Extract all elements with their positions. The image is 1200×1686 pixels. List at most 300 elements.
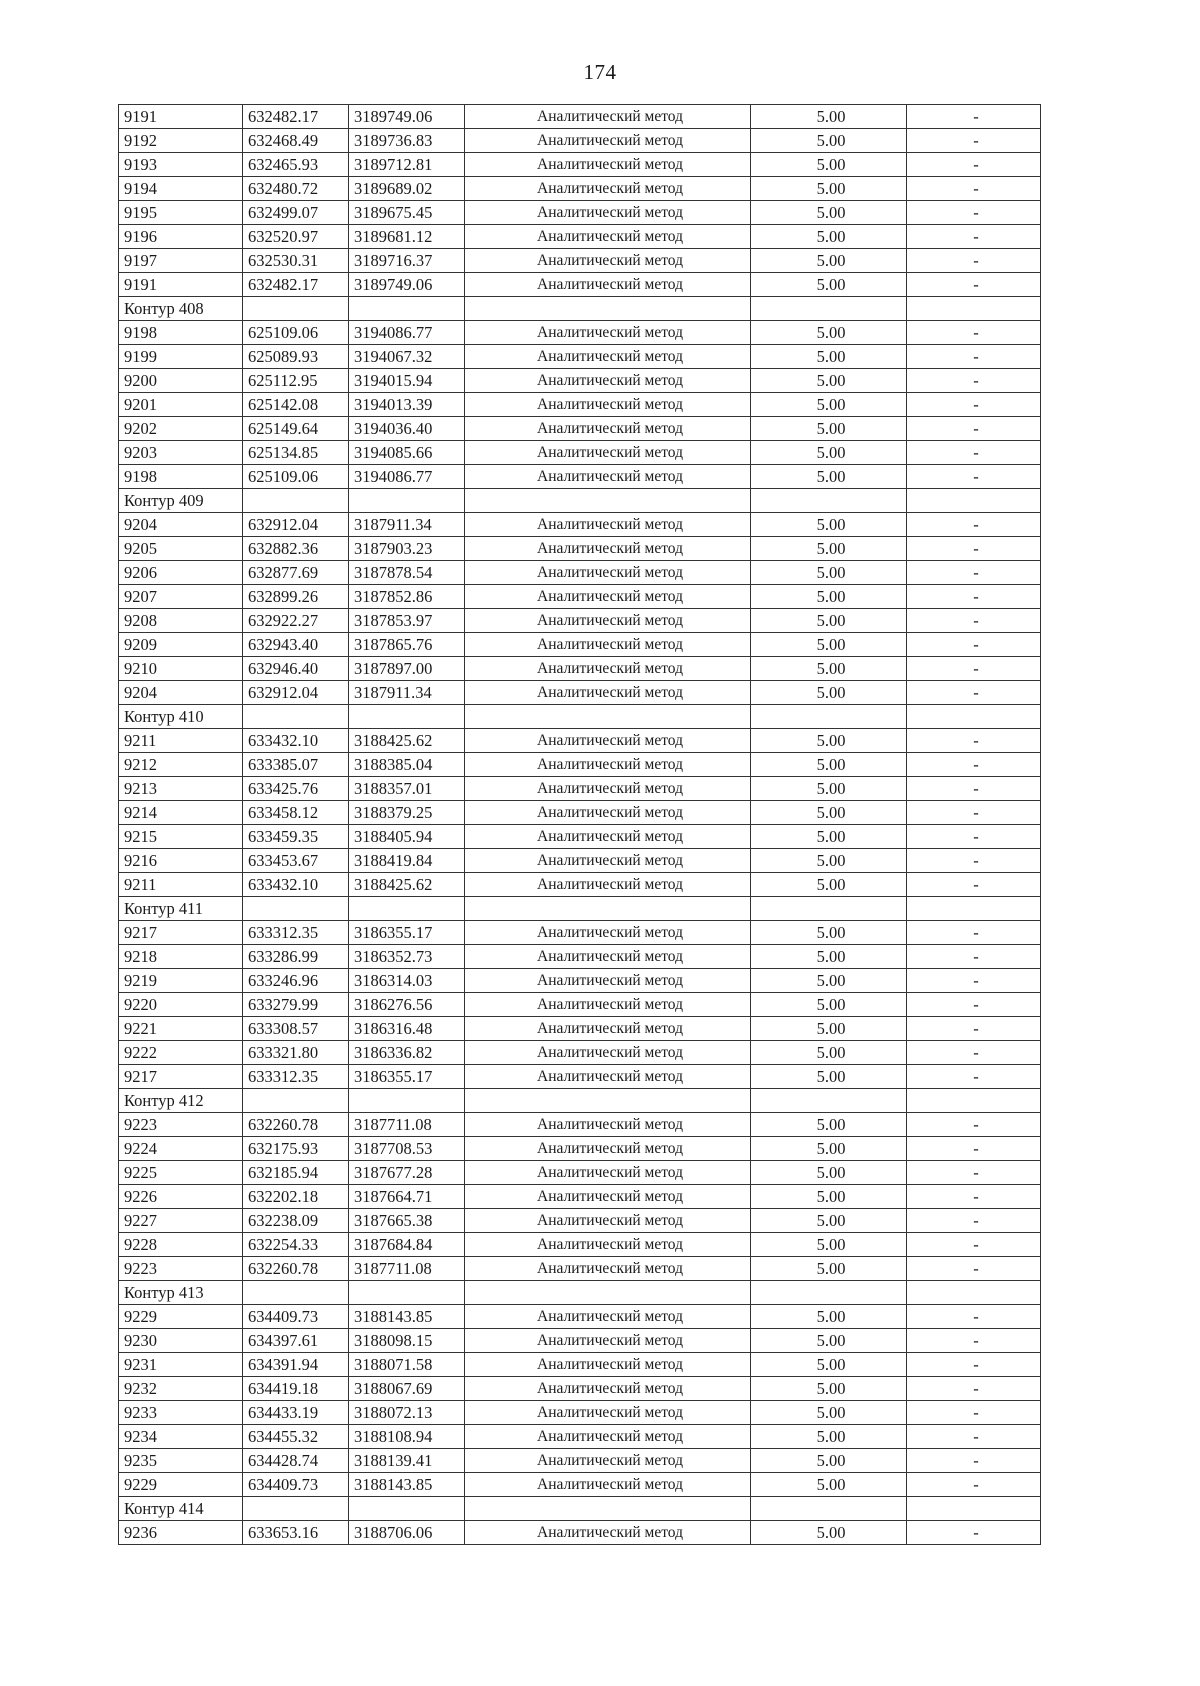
y-coordinate-cell: 3187903.23 — [349, 537, 465, 561]
y-coordinate-cell: 3188143.85 — [349, 1305, 465, 1329]
accuracy-cell: 5.00 — [751, 1521, 907, 1545]
accuracy-cell: 5.00 — [751, 273, 907, 297]
point-number-cell: 9211 — [119, 729, 243, 753]
note-cell: - — [907, 1449, 1041, 1473]
table-row — [119, 417, 1041, 441]
table-row — [119, 945, 1041, 969]
x-coordinate-cell: 632482.17 — [243, 105, 349, 129]
accuracy-cell: 5.00 — [751, 753, 907, 777]
contour-empty-cell — [751, 1281, 907, 1305]
x-coordinate-cell: 632946.40 — [243, 657, 349, 681]
y-coordinate-cell: 3187865.76 — [349, 633, 465, 657]
x-coordinate-cell: 634391.94 — [243, 1353, 349, 1377]
contour-label-cell: Контур 412 — [119, 1089, 243, 1113]
table-row — [119, 513, 1041, 537]
accuracy-cell: 5.00 — [751, 249, 907, 273]
y-coordinate-cell: 3194086.77 — [349, 465, 465, 489]
accuracy-cell: 5.00 — [751, 1305, 907, 1329]
y-coordinate-cell: 3187853.97 — [349, 609, 465, 633]
table-row — [119, 873, 1041, 897]
point-number-cell: 9201 — [119, 393, 243, 417]
point-number-cell: 9206 — [119, 561, 243, 585]
table-row — [119, 441, 1041, 465]
y-coordinate-cell: 3189736.83 — [349, 129, 465, 153]
y-coordinate-cell: 3189716.37 — [349, 249, 465, 273]
x-coordinate-cell: 632480.72 — [243, 177, 349, 201]
table-row — [119, 177, 1041, 201]
method-cell: Аналитический метод — [465, 513, 751, 537]
note-cell: - — [907, 321, 1041, 345]
accuracy-cell: 5.00 — [751, 609, 907, 633]
contour-empty-cell — [243, 1089, 349, 1113]
note-cell: - — [907, 1113, 1041, 1137]
table-row — [119, 633, 1041, 657]
note-cell: - — [907, 201, 1041, 225]
y-coordinate-cell: 3188379.25 — [349, 801, 465, 825]
point-number-cell: 9233 — [119, 1401, 243, 1425]
note-cell: - — [907, 945, 1041, 969]
method-cell: Аналитический метод — [465, 249, 751, 273]
point-number-cell: 9219 — [119, 969, 243, 993]
y-coordinate-cell: 3186336.82 — [349, 1041, 465, 1065]
point-number-cell: 9230 — [119, 1329, 243, 1353]
y-coordinate-cell: 3188139.41 — [349, 1449, 465, 1473]
accuracy-cell: 5.00 — [751, 1401, 907, 1425]
y-coordinate-cell: 3187665.38 — [349, 1209, 465, 1233]
y-coordinate-cell: 3189749.06 — [349, 105, 465, 129]
accuracy-cell: 5.00 — [751, 1329, 907, 1353]
accuracy-cell: 5.00 — [751, 825, 907, 849]
method-cell: Аналитический метод — [465, 321, 751, 345]
contour-empty-cell — [907, 297, 1041, 321]
accuracy-cell: 5.00 — [751, 1065, 907, 1089]
y-coordinate-cell: 3187664.71 — [349, 1185, 465, 1209]
table-row — [119, 657, 1041, 681]
accuracy-cell: 5.00 — [751, 585, 907, 609]
table-row — [119, 1017, 1041, 1041]
point-number-cell: 9223 — [119, 1113, 243, 1137]
table-row — [119, 1233, 1041, 1257]
method-cell: Аналитический метод — [465, 1209, 751, 1233]
method-cell: Аналитический метод — [465, 1521, 751, 1545]
accuracy-cell: 5.00 — [751, 393, 907, 417]
method-cell: Аналитический метод — [465, 465, 751, 489]
table-row — [119, 1305, 1041, 1329]
x-coordinate-cell: 634409.73 — [243, 1473, 349, 1497]
table-row — [119, 1113, 1041, 1137]
contour-empty-cell — [349, 705, 465, 729]
point-number-cell: 9196 — [119, 225, 243, 249]
point-number-cell: 9217 — [119, 921, 243, 945]
x-coordinate-cell: 625109.06 — [243, 465, 349, 489]
accuracy-cell: 5.00 — [751, 1377, 907, 1401]
accuracy-cell: 5.00 — [751, 153, 907, 177]
x-coordinate-cell: 632175.93 — [243, 1137, 349, 1161]
point-number-cell: 9215 — [119, 825, 243, 849]
x-coordinate-cell: 634428.74 — [243, 1449, 349, 1473]
note-cell: - — [907, 585, 1041, 609]
table-row — [119, 1329, 1041, 1353]
note-cell: - — [907, 921, 1041, 945]
accuracy-cell: 5.00 — [751, 225, 907, 249]
y-coordinate-cell: 3188071.58 — [349, 1353, 465, 1377]
note-cell: - — [907, 1353, 1041, 1377]
note-cell: - — [907, 801, 1041, 825]
note-cell: - — [907, 1065, 1041, 1089]
note-cell: - — [907, 513, 1041, 537]
method-cell: Аналитический метод — [465, 393, 751, 417]
accuracy-cell: 5.00 — [751, 1137, 907, 1161]
accuracy-cell: 5.00 — [751, 945, 907, 969]
point-number-cell: 9210 — [119, 657, 243, 681]
contour-empty-cell — [243, 1281, 349, 1305]
accuracy-cell: 5.00 — [751, 681, 907, 705]
y-coordinate-cell: 3188098.15 — [349, 1329, 465, 1353]
method-cell: Аналитический метод — [465, 1233, 751, 1257]
accuracy-cell: 5.00 — [751, 513, 907, 537]
y-coordinate-cell: 3186316.48 — [349, 1017, 465, 1041]
note-cell: - — [907, 681, 1041, 705]
table-row — [119, 393, 1041, 417]
accuracy-cell: 5.00 — [751, 1041, 907, 1065]
y-coordinate-cell: 3189689.02 — [349, 177, 465, 201]
table-row — [119, 321, 1041, 345]
point-number-cell: 9227 — [119, 1209, 243, 1233]
x-coordinate-cell: 632530.31 — [243, 249, 349, 273]
contour-empty-cell — [243, 1497, 349, 1521]
y-coordinate-cell: 3188385.04 — [349, 753, 465, 777]
y-coordinate-cell: 3187911.34 — [349, 513, 465, 537]
note-cell: - — [907, 465, 1041, 489]
method-cell: Аналитический метод — [465, 441, 751, 465]
point-number-cell: 9204 — [119, 513, 243, 537]
note-cell: - — [907, 633, 1041, 657]
x-coordinate-cell: 634409.73 — [243, 1305, 349, 1329]
point-number-cell: 9205 — [119, 537, 243, 561]
note-cell: - — [907, 273, 1041, 297]
table-row — [119, 753, 1041, 777]
method-cell: Аналитический метод — [465, 1449, 751, 1473]
point-number-cell: 9232 — [119, 1377, 243, 1401]
contour-header-row — [119, 897, 1041, 921]
table-row — [119, 1449, 1041, 1473]
accuracy-cell: 5.00 — [751, 441, 907, 465]
contour-empty-cell — [243, 297, 349, 321]
note-cell: - — [907, 1137, 1041, 1161]
accuracy-cell: 5.00 — [751, 1473, 907, 1497]
table-row — [119, 1377, 1041, 1401]
coordinates-table — [118, 104, 1041, 1545]
contour-empty-cell — [751, 897, 907, 921]
accuracy-cell: 5.00 — [751, 729, 907, 753]
table-row — [119, 129, 1041, 153]
x-coordinate-cell: 625112.95 — [243, 369, 349, 393]
method-cell: Аналитический метод — [465, 729, 751, 753]
contour-empty-cell — [907, 1089, 1041, 1113]
x-coordinate-cell: 625142.08 — [243, 393, 349, 417]
accuracy-cell: 5.00 — [751, 993, 907, 1017]
method-cell: Аналитический метод — [465, 177, 751, 201]
table-row — [119, 825, 1041, 849]
table-row — [119, 1041, 1041, 1065]
note-cell: - — [907, 561, 1041, 585]
point-number-cell: 9204 — [119, 681, 243, 705]
x-coordinate-cell: 633321.80 — [243, 1041, 349, 1065]
accuracy-cell: 5.00 — [751, 1185, 907, 1209]
table-row — [119, 273, 1041, 297]
y-coordinate-cell: 3187708.53 — [349, 1137, 465, 1161]
contour-empty-cell — [349, 297, 465, 321]
x-coordinate-cell: 633453.67 — [243, 849, 349, 873]
point-number-cell: 9220 — [119, 993, 243, 1017]
table-row — [119, 225, 1041, 249]
contour-label-cell: Контур 408 — [119, 297, 243, 321]
method-cell: Аналитический метод — [465, 561, 751, 585]
method-cell: Аналитический метод — [465, 1113, 751, 1137]
x-coordinate-cell: 634419.18 — [243, 1377, 349, 1401]
x-coordinate-cell: 632912.04 — [243, 681, 349, 705]
table-row — [119, 561, 1041, 585]
contour-label-cell: Контур 413 — [119, 1281, 243, 1305]
table-row — [119, 729, 1041, 753]
table-row — [119, 1401, 1041, 1425]
note-cell: - — [907, 849, 1041, 873]
x-coordinate-cell: 625134.85 — [243, 441, 349, 465]
contour-header-row — [119, 1497, 1041, 1521]
note-cell: - — [907, 825, 1041, 849]
y-coordinate-cell: 3187711.08 — [349, 1257, 465, 1281]
y-coordinate-cell: 3188419.84 — [349, 849, 465, 873]
y-coordinate-cell: 3187911.34 — [349, 681, 465, 705]
x-coordinate-cell: 633385.07 — [243, 753, 349, 777]
x-coordinate-cell: 632922.27 — [243, 609, 349, 633]
method-cell: Аналитический метод — [465, 921, 751, 945]
contour-empty-cell — [349, 897, 465, 921]
point-number-cell: 9199 — [119, 345, 243, 369]
note-cell: - — [907, 873, 1041, 897]
accuracy-cell: 5.00 — [751, 969, 907, 993]
method-cell: Аналитический метод — [465, 777, 751, 801]
note-cell: - — [907, 1041, 1041, 1065]
note-cell: - — [907, 249, 1041, 273]
x-coordinate-cell: 632238.09 — [243, 1209, 349, 1233]
method-cell: Аналитический метод — [465, 1401, 751, 1425]
table-row — [119, 1353, 1041, 1377]
accuracy-cell: 5.00 — [751, 1209, 907, 1233]
table-row — [119, 801, 1041, 825]
note-cell: - — [907, 1329, 1041, 1353]
x-coordinate-cell: 632260.78 — [243, 1113, 349, 1137]
contour-header-row — [119, 489, 1041, 513]
point-number-cell: 9224 — [119, 1137, 243, 1161]
accuracy-cell: 5.00 — [751, 657, 907, 681]
method-cell: Аналитический метод — [465, 609, 751, 633]
x-coordinate-cell: 632899.26 — [243, 585, 349, 609]
x-coordinate-cell: 633246.96 — [243, 969, 349, 993]
point-number-cell: 9209 — [119, 633, 243, 657]
method-cell: Аналитический метод — [465, 369, 751, 393]
y-coordinate-cell: 3188072.13 — [349, 1401, 465, 1425]
accuracy-cell: 5.00 — [751, 561, 907, 585]
note-cell: - — [907, 753, 1041, 777]
point-number-cell: 9228 — [119, 1233, 243, 1257]
method-cell: Аналитический метод — [465, 417, 751, 441]
note-cell: - — [907, 1305, 1041, 1329]
note-cell: - — [907, 417, 1041, 441]
point-number-cell: 9192 — [119, 129, 243, 153]
x-coordinate-cell: 625089.93 — [243, 345, 349, 369]
note-cell: - — [907, 177, 1041, 201]
method-cell: Аналитический метод — [465, 753, 751, 777]
point-number-cell: 9221 — [119, 1017, 243, 1041]
method-cell: Аналитический метод — [465, 873, 751, 897]
x-coordinate-cell: 632943.40 — [243, 633, 349, 657]
note-cell: - — [907, 441, 1041, 465]
contour-label-cell: Контур 410 — [119, 705, 243, 729]
method-cell: Аналитический метод — [465, 681, 751, 705]
method-cell: Аналитический метод — [465, 1017, 751, 1041]
point-number-cell: 9235 — [119, 1449, 243, 1473]
point-number-cell: 9222 — [119, 1041, 243, 1065]
point-number-cell: 9229 — [119, 1473, 243, 1497]
note-cell: - — [907, 609, 1041, 633]
x-coordinate-cell: 632254.33 — [243, 1233, 349, 1257]
contour-empty-cell — [751, 1089, 907, 1113]
x-coordinate-cell: 632499.07 — [243, 201, 349, 225]
table-row — [119, 609, 1041, 633]
contour-empty-cell — [349, 489, 465, 513]
accuracy-cell: 5.00 — [751, 921, 907, 945]
y-coordinate-cell: 3189681.12 — [349, 225, 465, 249]
y-coordinate-cell: 3186276.56 — [349, 993, 465, 1017]
table-row — [119, 465, 1041, 489]
table-row — [119, 1425, 1041, 1449]
note-cell: - — [907, 729, 1041, 753]
method-cell: Аналитический метод — [465, 1305, 751, 1329]
y-coordinate-cell: 3194086.77 — [349, 321, 465, 345]
method-cell: Аналитический метод — [465, 1425, 751, 1449]
point-number-cell: 9200 — [119, 369, 243, 393]
y-coordinate-cell: 3186352.73 — [349, 945, 465, 969]
contour-empty-cell — [243, 705, 349, 729]
contour-empty-cell — [751, 297, 907, 321]
point-number-cell: 9226 — [119, 1185, 243, 1209]
point-number-cell: 9211 — [119, 873, 243, 897]
method-cell: Аналитический метод — [465, 1377, 751, 1401]
table-row — [119, 681, 1041, 705]
note-cell: - — [907, 153, 1041, 177]
y-coordinate-cell: 3187677.28 — [349, 1161, 465, 1185]
point-number-cell: 9212 — [119, 753, 243, 777]
accuracy-cell: 5.00 — [751, 465, 907, 489]
contour-header-row — [119, 1089, 1041, 1113]
table-row — [119, 201, 1041, 225]
contour-header-row — [119, 705, 1041, 729]
contour-empty-cell — [465, 489, 751, 513]
method-cell: Аналитический метод — [465, 1329, 751, 1353]
method-cell: Аналитический метод — [465, 1185, 751, 1209]
x-coordinate-cell: 633432.10 — [243, 729, 349, 753]
point-number-cell: 9236 — [119, 1521, 243, 1545]
x-coordinate-cell: 625109.06 — [243, 321, 349, 345]
y-coordinate-cell: 3194067.32 — [349, 345, 465, 369]
table-row — [119, 993, 1041, 1017]
table-row — [119, 537, 1041, 561]
point-number-cell: 9234 — [119, 1425, 243, 1449]
table-row — [119, 369, 1041, 393]
accuracy-cell: 5.00 — [751, 177, 907, 201]
y-coordinate-cell: 3194015.94 — [349, 369, 465, 393]
y-coordinate-cell: 3189675.45 — [349, 201, 465, 225]
table-row — [119, 777, 1041, 801]
x-coordinate-cell: 633458.12 — [243, 801, 349, 825]
point-number-cell: 9218 — [119, 945, 243, 969]
x-coordinate-cell: 632468.49 — [243, 129, 349, 153]
accuracy-cell: 5.00 — [751, 201, 907, 225]
note-cell: - — [907, 1521, 1041, 1545]
note-cell: - — [907, 537, 1041, 561]
method-cell: Аналитический метод — [465, 1137, 751, 1161]
accuracy-cell: 5.00 — [751, 345, 907, 369]
x-coordinate-cell: 632520.97 — [243, 225, 349, 249]
note-cell: - — [907, 777, 1041, 801]
accuracy-cell: 5.00 — [751, 369, 907, 393]
method-cell: Аналитический метод — [465, 969, 751, 993]
table-row — [119, 1257, 1041, 1281]
method-cell: Аналитический метод — [465, 633, 751, 657]
x-coordinate-cell: 633432.10 — [243, 873, 349, 897]
note-cell: - — [907, 1017, 1041, 1041]
method-cell: Аналитический метод — [465, 945, 751, 969]
method-cell: Аналитический метод — [465, 153, 751, 177]
x-coordinate-cell: 634397.61 — [243, 1329, 349, 1353]
point-number-cell: 9202 — [119, 417, 243, 441]
y-coordinate-cell: 3188067.69 — [349, 1377, 465, 1401]
accuracy-cell: 5.00 — [751, 1161, 907, 1185]
x-coordinate-cell: 632482.17 — [243, 273, 349, 297]
contour-header-row — [119, 1281, 1041, 1305]
accuracy-cell: 5.00 — [751, 321, 907, 345]
contour-label-cell: Контур 409 — [119, 489, 243, 513]
point-number-cell: 9195 — [119, 201, 243, 225]
page-number: 174 — [583, 60, 617, 84]
x-coordinate-cell: 632465.93 — [243, 153, 349, 177]
x-coordinate-cell: 633308.57 — [243, 1017, 349, 1041]
note-cell: - — [907, 1161, 1041, 1185]
accuracy-cell: 5.00 — [751, 849, 907, 873]
point-number-cell: 9214 — [119, 801, 243, 825]
table-row — [119, 1209, 1041, 1233]
x-coordinate-cell: 632185.94 — [243, 1161, 349, 1185]
y-coordinate-cell: 3188706.06 — [349, 1521, 465, 1545]
point-number-cell: 9191 — [119, 273, 243, 297]
contour-empty-cell — [243, 489, 349, 513]
accuracy-cell: 5.00 — [751, 801, 907, 825]
contour-label-cell: Контур 414 — [119, 1497, 243, 1521]
table-row — [119, 849, 1041, 873]
coordinates-table-body — [119, 105, 1041, 1545]
method-cell: Аналитический метод — [465, 1161, 751, 1185]
y-coordinate-cell: 3194036.40 — [349, 417, 465, 441]
method-cell: Аналитический метод — [465, 1473, 751, 1497]
method-cell: Аналитический метод — [465, 129, 751, 153]
note-cell: - — [907, 993, 1041, 1017]
x-coordinate-cell: 632260.78 — [243, 1257, 349, 1281]
table-row — [119, 345, 1041, 369]
accuracy-cell: 5.00 — [751, 1257, 907, 1281]
note-cell: - — [907, 1473, 1041, 1497]
y-coordinate-cell: 3188357.01 — [349, 777, 465, 801]
